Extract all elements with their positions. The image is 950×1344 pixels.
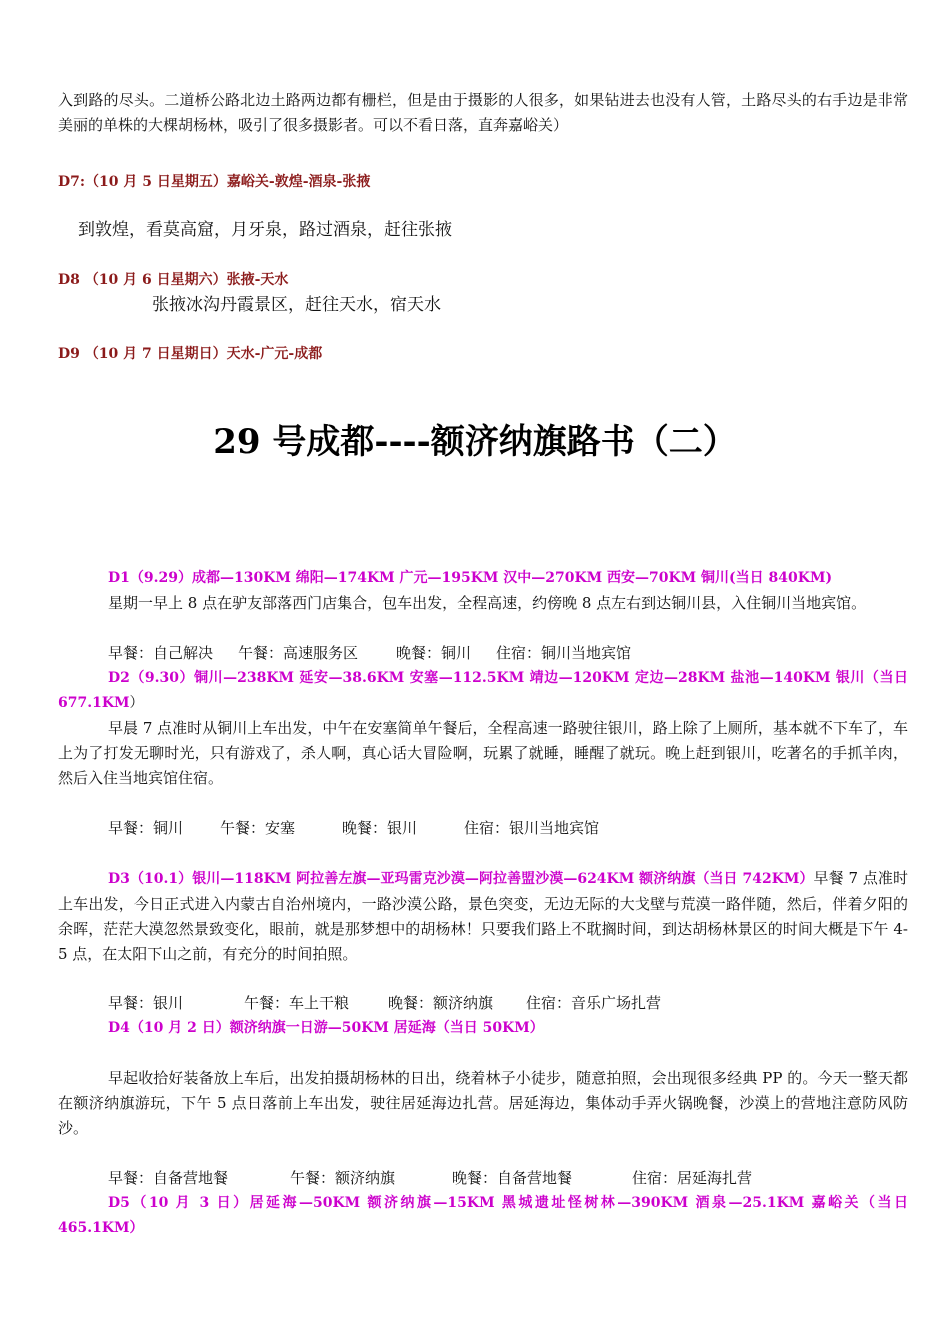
d3-lunch: 午餐：车上干粮 [244,994,350,1012]
d2-body: 早晨 7 点准时从铜川上车出发，中午在安塞简单午餐后，全程高速一路驶往银川，路上除了上厕所，基本就不下车了，车上为了打发无聊时光，只有游戏了，杀人啊，真心话大冒险啊，玩累了就睡，睡醒了就玩。晚上赶到银川，吃著名的手抓羊肉，然后入住当地宾馆住宿。 [58,719,908,787]
d1-heading: D1（9.29）成都—130KM 绵阳—174KM 广元—195KM 汉中—270KM 西安—70KM 铜川(当日 840KM) [108,570,833,586]
d4-dinner: 晚餐：自备营地餐 [452,1169,573,1187]
d1-dinner: 晚餐：铜川 [396,644,472,662]
d2-heading [58,666,908,716]
d2-heading-tail: ） [129,695,144,711]
d3-body: 早餐 7 点准时上车出发，今日正式进入内蒙古自治州境内，一路沙漠公路，景色突变，无边无际的大戈壁与荒漠一路伴随，然后，伴着夕阳的余晖，茫茫大漠忽然景致变化，眼前，就是那梦想中的胡杨林！只要我们路上不耽搁时间，到达胡杨林景区的时间大概是下午 4-5 点，在太阳下山之前，有充分的时间拍照。 [58,869,908,963]
d4-meals [108,1166,950,1191]
d9-heading: D9 （10 月 7 日星期日）天水-广元-成都 [58,346,323,362]
d5-heading: D5（10 月 3 日）居延海—50KM 额济纳旗—15KM 黑城遗址怪树林—390KM 酒泉—25.1KM 嘉峪关（当日 465.1KM） [58,1195,908,1236]
d8-body: 张掖冰沟丹霞景区，赶往天水，宿天水 [152,295,441,315]
d3-paragraph [58,866,908,967]
d3-dinner: 晚餐：额济纳旗 [388,994,494,1012]
d1-lunch: 午餐：高速服务区 [238,644,359,662]
d7-body: 到敦煌，看莫高窟，月牙泉，路过酒泉，赶往张掖 [78,220,452,240]
d4-body: 早起收拾好装备放上车后，出发拍摄胡杨林的日出，绕着林子小徒步，随意拍照，会出现很多经典 PP 的。今天一整天都在额济纳旗游玩，下午 5 点日落前上车出发，驶往居延海边扎营。居延海边，集体动手弄火锅晚餐，沙漠上的营地注意防风防沙。 [58,1069,908,1137]
d8-heading: D8 （10 月 6 日星期六）张掖-天水 [58,272,289,288]
d2-lunch: 午餐：安塞 [220,819,296,837]
d1-breakfast: 早餐：自己解决 [108,644,214,662]
d3-breakfast: 早餐：银川 [108,994,184,1012]
d2-heading-text: D2（9.30）铜川—238KM 延安—38.6KM 安塞—112.5KM 靖边—120KM 定边—28KM 盐池—140KM 银川（当日 677.1KM [58,670,908,711]
d4-breakfast: 早餐：自备营地餐 [108,1169,229,1187]
d2-breakfast: 早餐：铜川 [108,819,184,837]
d1-body: 星期一早上 8 点在驴友部落西门店集合，包车出发，全程高速，约傍晚 8 点左右到达铜川县，入住铜川当地宾馆。 [108,594,867,612]
d3-lodging: 住宿：音乐广场扎营 [526,994,662,1012]
d4-heading: D4（10 月 2 日）额济纳旗一日游—50KM 居延海（当日 50KM） [108,1020,544,1036]
d3-meals [108,991,950,1016]
d4-lunch: 午餐：额济纳旗 [290,1169,396,1187]
d3-heading: D3（10.1）银川—118KM 阿拉善左旗—亚玛雷克沙漠—阿拉善盟沙漠—624KM 额济纳旗（当日 742KM） [108,871,814,887]
d1-lodging: 住宿：铜川当地宾馆 [496,644,632,662]
d2-meals [108,816,950,841]
d7-heading: D7:（10 月 5 日星期五）嘉峪关-敦煌-酒泉-张掖 [58,174,371,190]
d4-lodging: 住宿：居延海扎营 [632,1169,753,1187]
page-title: 29 号成都----额济纳旗路书（二） [213,422,737,462]
d2-lodging: 住宿：银川当地宾馆 [464,819,600,837]
intro-paragraph: 入到路的尽头。二道桥公路北边土路两边都有栅栏，但是由于摄影的人很多，如果钻进去也没有人管，土路尽头的右手边是非常美丽的单株的大棵胡杨林，吸引了很多摄影者。可以不看日落，直奔嘉峪关） [58,91,908,134]
d2-dinner: 晚餐：银川 [342,819,418,837]
d1-meals [108,641,950,666]
